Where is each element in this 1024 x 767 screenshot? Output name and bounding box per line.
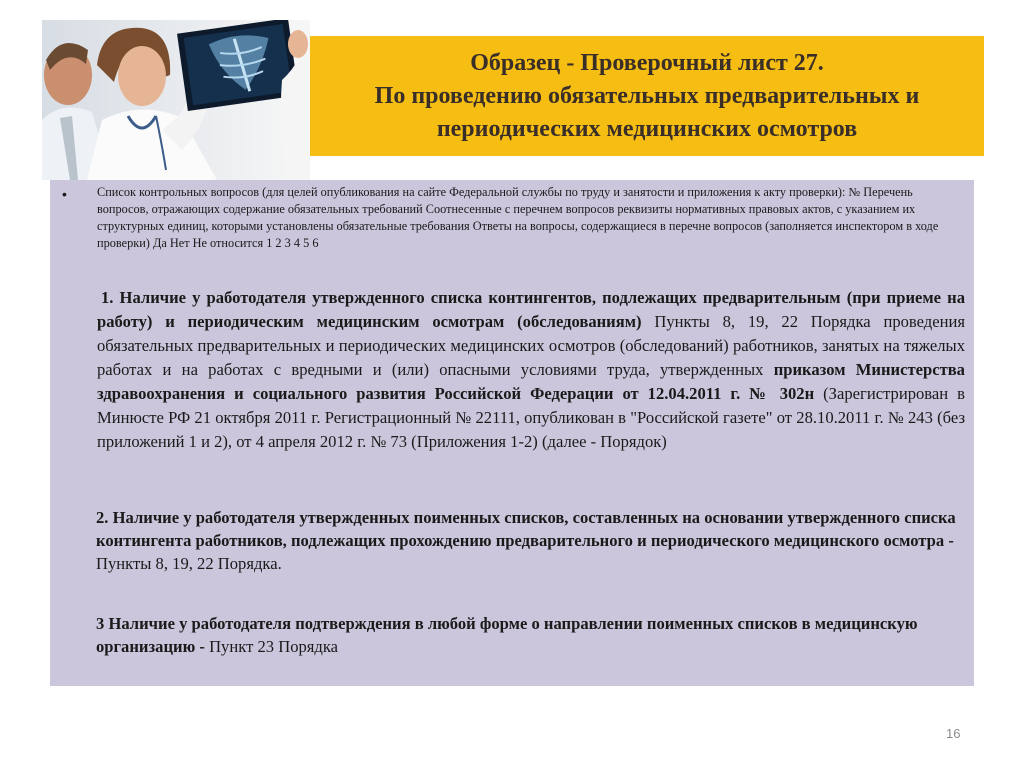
content-panel	[50, 180, 974, 686]
item-1-registration-text: (Зарегистрирован в Минюсте РФ 21 октября 2011 г. Регистрационный № 22111, опубликован в "Российской газете" от 28.10.2011 г. № 243 (без приложений 1 и 2), от 4 апреля 2012 г. № 73 (Приложения 1-2) (далее - Порядок)	[97, 384, 965, 451]
item-1-heading: 1. Наличие у работодателя утвержденного списка контингентов, подлежащих предварительным (при приеме на работу) и периодическим медицинским осмотрам (обследованиям)	[97, 288, 965, 331]
bullet-icon: •	[62, 186, 67, 202]
item-3-paragraph	[96, 612, 966, 658]
item-2-heading: 2. Наличие у работодателя утвержденных поименных списков, составленных на основании утвержденного списка контингента работников, подлежащих прохождению предварительного и периодического медицинского осмотра -	[96, 508, 956, 550]
slide-title-line-3: периодических медицинских осмотров	[436, 115, 858, 142]
item-3-heading: 3 Наличие у работодателя подтверждения в любой форме о направлении поименных списков в медицинскую организацию -	[96, 614, 918, 656]
item-3-text: Пункт 23 Порядка	[204, 637, 339, 656]
item-1-paragraph	[97, 286, 965, 454]
item-2-text: Пункты 8, 19, 22 Порядка.	[96, 554, 282, 573]
checklist-intro-text: Список контрольных вопросов (для целей опубликования на сайте Федеральной службы по труду и занятости и приложения к акту проверки): № Перечень вопросов, отражающих содержание обязательных требований Соотнесенные с перечнем вопросов реквизиты нормативных правовых актов, с указанием их структурных единиц, которыми установлены обязательные требования Ответы на вопросы, содержащиеся в перечне вопросов (заполняется инспектором в ходе проверки) Да Нет Не относится 1 2 3 4 5 6	[97, 185, 939, 250]
slide-title-box	[310, 36, 984, 156]
doctors-xray-photo	[42, 20, 310, 180]
item-2-paragraph	[96, 506, 966, 575]
item-1-text: Пункты 8, 19, 22 Порядка проведения обязательных предварительных и периодических медицинских осмотров (обследований) работников, занятых на тяжелых работах и на работах с вредными и (или) опасными условиями труда, утвержденных	[97, 312, 966, 379]
slide-title-line-2: По проведению обязательных предварительных и	[374, 82, 920, 109]
item-1-order-reference: приказом Министерства здравоохранения и социального развития Российской Федерации от 12.04.2011 г. № 302н	[97, 360, 965, 403]
slide-title-line-1: Образец - Проверочный лист 27.	[470, 49, 824, 76]
page-number: 16	[946, 726, 961, 741]
